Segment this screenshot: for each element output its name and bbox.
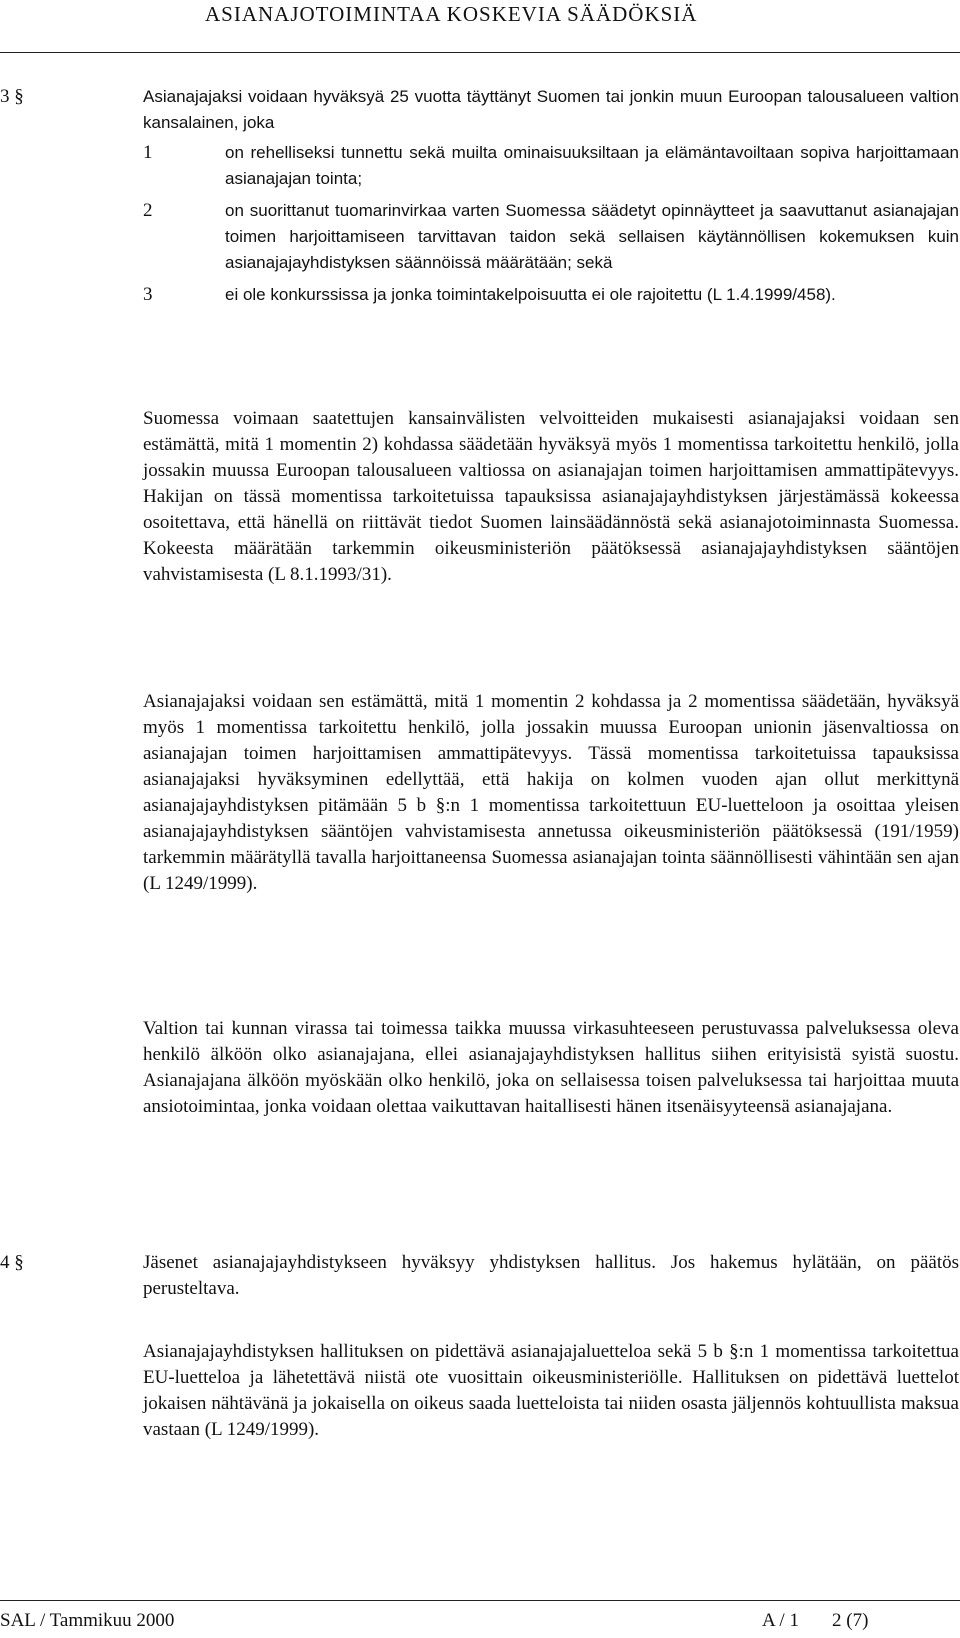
section-3-paragraph-3: Asianajajaksi voidaan sen estämättä, mitä 1 momentin 2 kohdassa ja 2 momentissa säädetään, hyväksyä myös 1 momentissa tarkoitettu henkilö, jolla jossakin muussa Euroopan unionin jäsenvaltiossa on asianajajan toimen harjoittamisen ammattipätevyys. Tässä momentissa tarkoitetuissa tapauksissa asianajajaksi hyväksyminen edellyttää, että hakija on kolmen vuoden ajan ollut merkittynä asianajajayhdistyksen pitämään 5 b §:n 1 momentissa tarkoitettuun EU-luetteloon ja osoittaa yleisen asianajajayhdistyksen sääntöjen vahvistamisesta annetussa oikeusministeriön päätöksessä (191/1959) tarkemmin määrätyllä tavalla harjoittaneensa Suomessa asianajajan tointa säännöllisesti vähintään sen ajan (L 1249/1999).: [143, 691, 959, 894]
section-3-list: [143, 140, 959, 308]
list-item: [143, 198, 959, 276]
page-title: ASIANAJOTOIMINTAA KOSKEVIA SÄÄDÖKSIÄ: [205, 2, 698, 26]
list-item-text: on suorittanut tuomarinvirkaa varten Suomessa säädetyt opinnäytteet ja saavuttanut asianajajan toimen harjoittamiseen tarvittavan taidon sekä sellaisen käytännöllisen kokemuksen kuin asianajajayhdistyksen säännöissä määrätään; sekä: [225, 201, 959, 272]
footer-publication: SAL / Tammikuu 2000: [0, 1610, 175, 1631]
list-item-number: 3: [143, 284, 153, 305]
footer-divider: [0, 1600, 960, 1601]
section-3-paragraph-2: Suomessa voimaan saatettujen kansainvälisten velvoitteiden mukaisesti asianajajaksi voidaan sen estämättä, mitä 1 momentin 2) kohdassa säädetään hyväksyä myös 1 momentissa tarkoitettu henkilö, jolla jossakin muussa Euroopan talousalueen valtiossa on asianajajan toimen harjoittamisen ammattipätevyys. Hakijan on tässä momentissa tarkoitetuissa tapauksissa asianajajayhdistyksen järjestämässä kokeessa osoitettava, että hänellä on riittävät tiedot Suomen lainsäädännöstä sekä asianajotoiminnasta Suomessa. Kokeesta määrätään tarkemmin oikeusministeriön päätöksessä asianajajayhdistyksen sääntöjen vahvistamisesta (L 8.1.1993/31).: [143, 408, 959, 585]
list-item-text: ei ole konkurssissa ja jonka toimintakelpoisuutta ei ole rajoitettu (L 1.4.1999/458).: [225, 285, 836, 304]
footer-section-code: A / 1: [762, 1610, 799, 1631]
section-label-4: 4 §: [0, 1252, 24, 1273]
section-3-intro: Asianajajaksi voidaan hyväksyä 25 vuotta täyttänyt Suomen tai jonkin muun Euroopan talousalueen valtion kansalainen, joka: [143, 87, 959, 132]
list-item: [143, 282, 959, 308]
list-item-number: 2: [143, 200, 153, 221]
list-item-text: on rehelliseksi tunnettu sekä muilta ominaisuuksiltaan ja elämäntavoiltaan sopiva harjoittamaan asianajajan tointa;: [225, 143, 959, 188]
header-divider: [0, 52, 960, 53]
section-label-3: 3 §: [0, 86, 24, 107]
section-3-paragraph-4: Valtion tai kunnan virassa tai toimessa taikka muussa virkasuhteeseen perustuvassa palveluksessa oleva henkilö älköön olko asianajajana, ellei asianajajayhdistyksen hallitus siihen erityisistä syistä suostu. Asianajajana älköön myöskään olko henkilö, joka on sellaisessa toisen palveluksessa tai harjoittaa muuta ansiotoimintaa, jonka voidaan olettaa vaikuttavan haitallisesti hänen itsenäisyyteensä asianajajana.: [143, 1018, 959, 1117]
list-item: [143, 140, 959, 192]
section-4-paragraph-2: Asianajajayhdistyksen hallituksen on pidettävä asianajajaluetteloa sekä 5 b §:n 1 momentissa tarkoitettua EU-luetteloa ja lähetettävä niistä ote vuosittain oikeusministeriölle. Hallituksen on pidettävä luettelot jokaisen nähtävänä ja jokaisella on oikeus saada luetteloista tai niiden osasta jäljennös kohtuullista maksua vastaan (L 1249/1999).: [143, 1341, 959, 1440]
footer-page-number: 2 (7): [832, 1610, 869, 1631]
section-4-paragraph-1: Jäsenet asianajajayhdistykseen hyväksyy yhdistyksen hallitus. Jos hakemus hylätään, on päätös perusteltava.: [143, 1252, 959, 1299]
list-item-number: 1: [143, 142, 153, 163]
page-header: [0, 0, 960, 52]
